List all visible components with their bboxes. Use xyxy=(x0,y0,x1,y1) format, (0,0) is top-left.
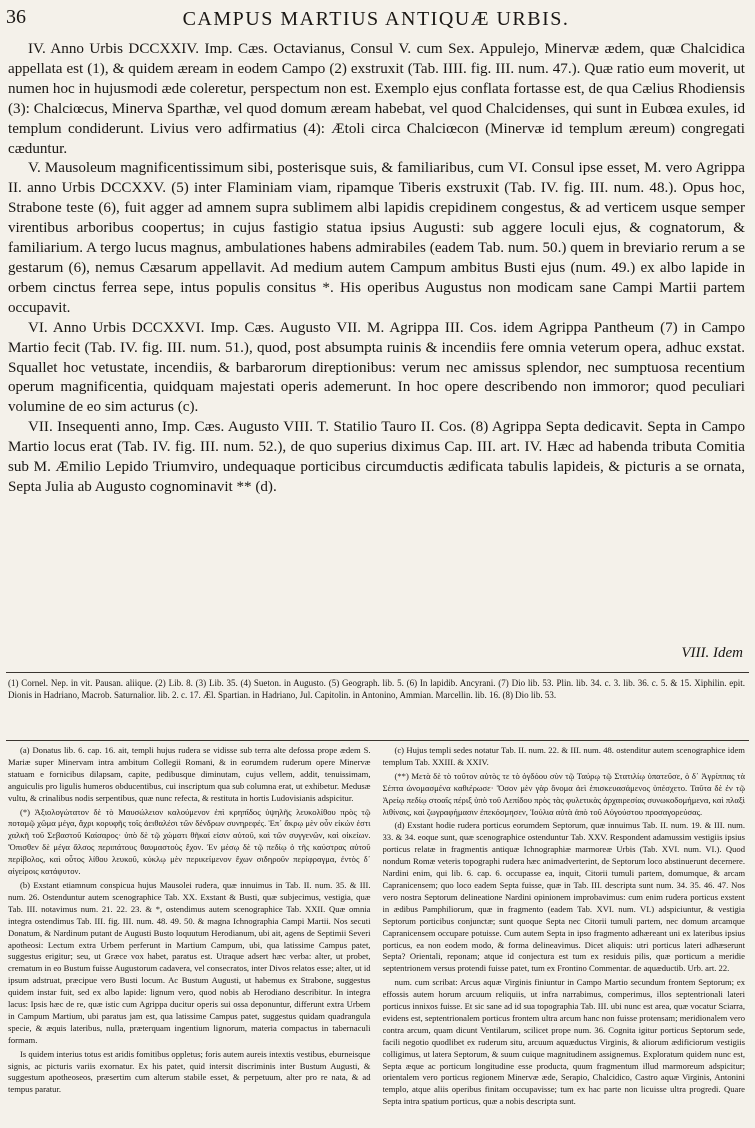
paragraph-iv: IV. Anno Urbis DCCXXIV. Imp. Cæs. Octavianus, Consul V. cum Sex. Appulejo, Minervæ ædem, quæ Chalcidica appellata est (1), & quidem æream in eodem Campo (2) exstruxit (Tab. IIII. fig. III. num. 47.). Quæ ratio eum moverit, ut numen hoc in hujusmodi æde coleretur, perspectum non est. Exemplo ejus conflata fortasse est, de qua Cælius Rhodiensis (3): Chalciœcus, Minerva Sparthæ, vel quod domum æream habebat, vel quod Chalcidenses, qui sunt in Eubœa exules, id templum condiderunt. Livius vero adfirmatius (4): Ætoli circa Chalciœcon (Minervæ id templum æreum) congregati cæduntur. xyxy=(8,41,745,157)
footnote-citations: (1) Cornel. Nep. in vit. Pausan. aliique. (2) Lib. 8. (3) Lib. 35. (4) Sueton. in Augusto. (5) Geograph. lib. 5. (6) In lapidib. Ancyrani. (7) Dio lib. 53. Plin. lib. 34. c. 3. lib. 36. c. 5. & 15. Xiphilin. epit. Dionis in Hadriano, Macrob. Saturnalior. lib. 2. c. 17. Æl. Spartian. in Hadriano, Jul. Capitolin. in Antonino, Ammian. Marcellin. lib. 16. (8) Dio lib. 53. xyxy=(8,678,745,701)
page-header xyxy=(6,6,746,34)
footnote-divider xyxy=(6,672,749,673)
note-b: (b) Exstant etiamnum conspicua hujus Mausolei rudera, quæ innuimus in Tab. II. num. 35. & III. num. 26. Ostenduntur autem scenographice Tab. XX. Exstant & Busti, quæ subjecimus, vestigia, quæ Tab. III. notavimus num. 21. 22. 23. & *, ostendimus autem scenographice Tab. XXII. Quæ omnia integra ostendimus Tab. III. fig. III. num. 48. 49. 50. & magna Ichnographia Campi Martii. Nos secuti Donatum, & Nardinum putant de Augusti Busto loquutum Herodianum, ubi ait, agens de Septimii Severi apotheosi: Lectum extra Urbem perferunt in Martium Campum, ubi, qua latissime Campus patet, suggestus erigitur; seu, ut Græce vox habet, paratus est. Utraque adsert hæc verba: alter, ut probet, crematum in eo Bustum fuisse Augustorum cadavera, vel consecratos, inter Divos relatos esse; alter, ut id ipsum adstruat, præcipue vero Busti locum. Ac Bustum Augusti, ut habemus ex Strabone, suggestus quidem instar fuit, sed ex albo lapide: lignum vero, quod nobis ab Herodiano describitur. In integra lacus: Ipsis hæc de re, quæ istic cum Agrippa ducitur operis sui ossa deponuntur, differunt extra Urbem in Campum Martium, ubi paratus jam est, qua latissime Campus patet, suggestus quidam quadrangula specie, & æquis lateribus, nulla, præterquam ingentium lignorum, materia compactus in tabernaculi formam. xyxy=(8,879,371,1045)
paragraph-vii: VII. Insequenti anno, Imp. Cæs. Augusto VIII. T. Statilio Tauro II. Cos. (8) Agrippa Septa dedicavit. Septa in Campo Martio locus erat (Tab. IV. fig. III. num. 52.), de quo superius diximus Cap. III. art. IV. Hæc ad habenda tributa Comitia sub M. Æmilio Lepido Triumviro, undequaque porticibus circumductis ædificata tabulis lapideis, & picturis a se ornata, Septa Julia ab Augusto cognominavit ** (d). xyxy=(8,419,745,495)
running-title: CAMPUS MARTIUS ANTIQUÆ URBIS. xyxy=(182,8,570,30)
catchword: VIII. Idem xyxy=(681,645,743,661)
notes-column-right xyxy=(383,745,746,1123)
note-greek-strabo: (*) Ἀξιολογώτατον δὲ τὸ Μαυσώλειον καλούμενον ἐπὶ κρηπῖδος ὑψηλῆς λευκολίθου πρὸς τῷ ποταμῷ χῶμα μέγα, ἄχρι κορυφῆς τοῖς ἀειθαλέσι τῶν δένδρων συνηρεφές. Ἐπ᾽ ἄκρῳ μὲν οὖν εἰκών ἐστι χαλκῆ τοῦ Σεβαστοῦ Καίσαρος· ὑπὸ δὲ τῷ χώματι θῆκαί εἰσιν αὐτοῦ, καὶ τῶν συγγενῶν, καὶ οἰκείων. Ὄπισθεν δὲ μέγα ἄλσος περιπάτους θαυμαστοὺς ἔχον. Ἐν μέσῳ δὲ τῷ πεδίῳ ὁ τῆς καύστρας αὐτοῦ περίβολος, καὶ οὗτος λίθου λευκοῦ, κύκλῳ μὲν περικείμενον ἔχων σιδηροῦν περίφραγμα, ἐντὸς δ᾽ αἰγείροις κατάφυτον. xyxy=(8,806,371,877)
main-text xyxy=(8,40,745,498)
notes-divider xyxy=(6,740,749,741)
note-greek-dio: (**) Μετὰ δὲ τὸ τοῦτον αὐτὸς τε τὸ ὀγδόου σὺν τῷ Ταύρῳ τῷ Στατιλίῳ ὑπατεῦσε, ὁ δ᾽ Ἀγρίππας τὰ Σέπτα ὠνομασμένα καθιέρωσε· Ὅσον μὲν γὰρ ὄνομα ἀεὶ ἐπισκευασάμενος ὑπέσχετο. Ταῦτα δὲ ἐν τῷ Ἀρείῳ πεδίῳ στοαῖς πέριξ ὑπὸ τοῦ Λεπίδου πρὸς τὰς φυλετικὰς ἀρχαιρεσίας συνωκοδομήμενα, καὶ πλαξὶ λιθίναις, καὶ ζωγραφήμασιν ἐπεκόσμησεν, Ἰούλια αὐτὰ ἀπὸ τοῦ Αὐγούστου προσαγορεύσας. xyxy=(382,770,745,817)
note-c: (c) Hujus templi sedes notatur Tab. II. num. 22. & III. num. 48. ostenditur autem scenographice idem templum Tab. XXIII. & XXIV. xyxy=(382,745,745,767)
note-d: (d) Exstant hodie rudera porticus eorumdem Septorum, quæ innuimus Tab. II. num. 19. & III. num. 33. & 34. eoque sunt, quæ scenographice ostenduntur Tab. XXV. Respondent adamussim vestigiis ipsius porticus relatæ in fragmentis antiquæ Ichnographiæ marmoreæ Urbis (Tab. XVI. num. VI.). Quod nondum Romæ veteris topographi rudera hæc animadverterint, de Septorum loco abstinuerunt decernere. Nardini enim, qui lib. 6. cap. 6. occupasse ea, inquit, Citorii tumuli partem, domumque, & arcam Capranicensem; quo loco eadem Septa fuisse, quæ in Tab. III. descripta sunt num. 34. 35. 46. 47. Nos vero nostra Septorum delineatione Nardini opinionem improbavimus: cum enim rudera porticus exstent in ædibus Pamphiliorum, quæ in fragmento (eadem Tab. XVI. num. VI.) adspiciuntur, & vestigia Septorum porticibus conjunctæ; sunt quoque Septa nec Citorii tumuli partem, nec domum arcamque Capranicensem occupare potuisse. Cum autem Septa in ipso fragmento adhæreant uni ex lateribus ipsius porticus, ea non eodem modo, & forma delineavimus. Dicet aliquis: utri porticus lateri adhæserunt Septa? Orientali, reponam; atque id conjectura est tum ex residuis pilis, quæ porticum a meridie septentrionem versus protendi fuisse patet, tum ex Frontino Commentar. de aquæductib. Urb. art. 22. xyxy=(382,820,745,974)
footnotes-top xyxy=(8,677,745,702)
notes-columns xyxy=(8,745,745,1123)
page-number: 36 xyxy=(6,6,26,28)
notes-column-left xyxy=(8,745,371,1123)
paragraph-vi: VI. Anno Urbis DCCXXVI. Imp. Cæs. Augusto VII. M. Agrippa III. Cos. idem Agrippa Pantheum (7) in Campo Martio fecit (Tab. IV. fig. III. num. 51.), quod, post absumpta ruinis & incendiis fere omnia veterum opera, adhuc exstat. Squallet hoc vetustate, incendiis, & barbarorum direptionibus: verum nec amissus splendor, nec sumptuosa recentium operum magnificentia, quidquam majestati operis ademerunt. In hoc opere describendo non immoror; quod peculiari volumine de eo sim acturus (c). xyxy=(8,319,745,416)
note-a: (a) Donatus lib. 6. cap. 16. ait, templi hujus rudera se vidisse sub terra alte defossa prope ædem S. Mariæ super Minervam intra ambitum Collegii Romani, & in eorumdem ruderum opere Minervæ statuam e fornicibus dilapsam, capite, pedibusque diminutam, cujus vellem, addit, tenuissimam, anguiculis pro ligulis humeros obducentibus, cui inscriptum qua sub columna erat, ut exhibetur. Medusæ vultu, & crinalibus nodis serpentibus, quæ nunc refecta, & restituta in hortis Ludovisianis adspicitur. xyxy=(8,745,371,803)
note-d-continued: num. cum scribat: Arcus aquæ Virginis finiuntur in Campo Martio secundum frontem Septorum; ex effossis autem horum arcuum reliquiis, ut infra narrabimus, comperimus, illos septentrionali lateri porticus innixos fuisse. Et sic sane ad id sua topographia Tab. III. ubi nunc est area, quæ vocatur Sciarra, evidens est, septentrionalem porticus frontem ultra arcum hanc non fuisse protensam; meridionalem vero contra arcum, quam dicunt Ventilarum, scilicet prope num. 36. Cognita igitur porticus Septorum sede, facili negotio quodlibet ex ruderum situ, arcuum aquæductus Virginis, & aliorum ædificiorum vestigiis colligimus, ut latera Septorum, & suum cuique magnitudinem assignemus. Exploratum quidem nunc est, Septa æque ac porticum longitudine esse producta, quum fragmentum illud marmoreum adspicitur; orientalem vero porticus regionem Minervæ æde, Serapio, Chalcidico, Castro aquæ Virginis, Antonini templo, atque aliis operibus finitam occupavisse; tum ex hac parte non licuisse ultra progredi. Quare Septa intra spatium porticus, quæ a nobis descripta sunt. xyxy=(382,977,745,1107)
paragraph-v: V. Mausoleum magnificentissimum sibi, posterisque suis, & familiaribus, cum VI. Consul ipse esset, M. vero Agrippa II. anno Urbis DCCXXV. (5) inter Flaminiam viam, ripamque Tiberis exstruxit (Tab. IV. fig. III. num. 48.). Opus hoc, Strabone teste (6), fuit agger ad amnem supra sublimem albi lapidis crepidinem congestus, & ad verticem usque semper virentibus arboribus coopertus; in cujus fastigio statua ipsius Augusti: sub aggere loculi ejus, & cognatorum, & familiarium. A tergo lucus magnus, ambulationes habens admirabiles (eadem Tab. num. 50.) quem in breviario rerum a se gestarum (6), nemus Cæsarum appellavit. Ad medium autem Campum ambitus Busti ejus (num. 49.) ex albo lapide in orbem cinctus ferrea sepe, intus populis consitus *. His operibus Augustus non modicam sane Campi Martii partem occupavit. xyxy=(8,160,745,316)
note-b-continued: Is quidem interius totus est aridis fomitibus oppletus; foris autem aureis intextis vestibus, eburneisque signis, ac picturis variis exornatur. Ex his patet, quid intersit discriminis inter Bustum Augusti, & suggestum apotheoseos, præsertim cum alterum stabile esset, & perpetuum, alter pro re nata, & ad tempus paratur. xyxy=(8,1048,371,1095)
